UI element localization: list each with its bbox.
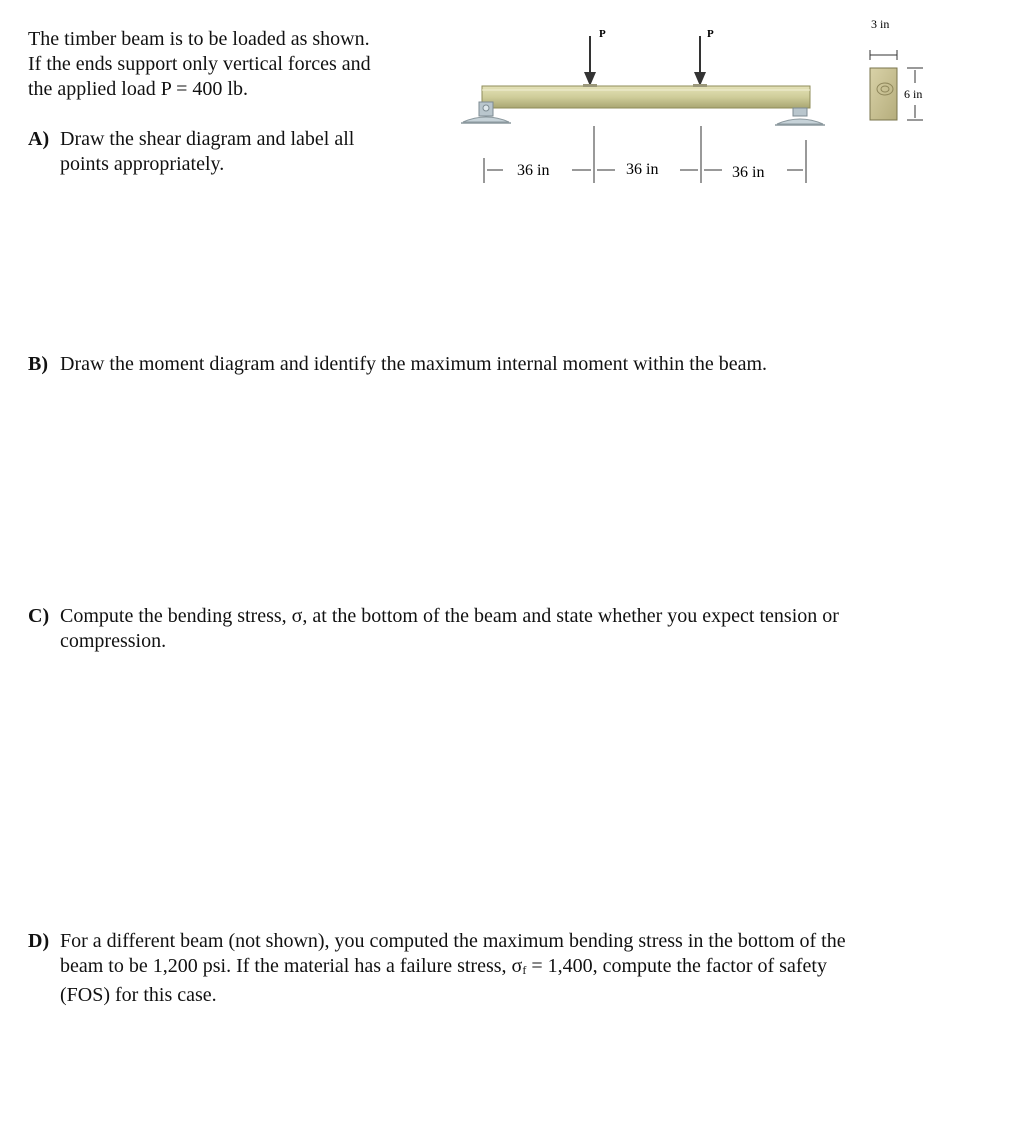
question-c-label: C): [28, 605, 50, 627]
question-d: [28, 929, 846, 1008]
question-d-line-3: (FOS) for this case.: [60, 984, 217, 1006]
load-label-1: P: [599, 28, 606, 40]
question-d-line-2b: = 1,400, compute the factor of safety: [526, 955, 827, 977]
question-c-line-2: compression.: [60, 630, 167, 652]
question-d-line-1: For a different beam (not shown), you computed the maximum bending stress in the bottom of the: [60, 930, 846, 952]
intro-line-2: If the ends support only vertical forces and: [28, 53, 371, 75]
question-b-line-1: Draw the moment diagram and identify the maximum internal moment within the beam.: [60, 353, 768, 375]
intro-line-1: The timber beam is to be loaded as shown.: [28, 28, 370, 50]
load-arrow-2: [693, 36, 707, 87]
load-arrow-1: [583, 36, 597, 87]
span-3-label: 36 in: [732, 164, 765, 181]
question-d-line-2a: beam to be 1,200 psi. If the material has a failure stress, σ: [60, 955, 523, 977]
span-2-label: 36 in: [626, 161, 659, 178]
question-b: [28, 352, 767, 377]
question-c: [28, 604, 839, 654]
beam-figure: [455, 8, 975, 198]
right-roller-support: [775, 108, 825, 125]
intro-line-3: the applied load P = 400 lb.: [28, 78, 248, 100]
question-a-label: A): [28, 128, 50, 150]
load-label-2: P: [707, 28, 714, 40]
question-a-line-1: Draw the shear diagram and label all: [60, 128, 355, 150]
timber-beam: [482, 86, 810, 108]
section-height-label: 6 in: [904, 87, 923, 101]
question-b-label: B): [28, 353, 48, 375]
beam-cross-section: [870, 50, 923, 120]
span-1-label: 36 in: [517, 162, 550, 179]
question-d-label: D): [28, 930, 50, 952]
question-a: [28, 127, 354, 177]
sigma-f-subscript: f: [522, 963, 527, 977]
section-width-label: 3 in: [871, 17, 890, 31]
problem-statement: [28, 27, 428, 102]
question-a-line-2: points appropriately.: [60, 153, 225, 175]
question-c-line-1: Compute the bending stress, σ, at the bottom of the beam and state whether you expect tension or: [60, 605, 839, 627]
